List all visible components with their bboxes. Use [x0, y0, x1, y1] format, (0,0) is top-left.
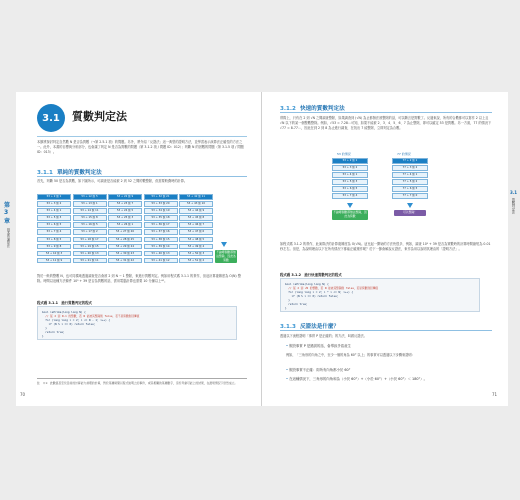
subsection-title: 單純的質數判定法	[56, 170, 102, 176]
grid-cell: 53 ÷ 27 餘 26	[108, 229, 142, 235]
section-number-badge	[37, 104, 65, 132]
down-arrow-icon	[407, 203, 413, 208]
bullet-item: • 假設事實不正確：即所有內角都小於 60°	[286, 368, 492, 373]
check-cell: 53 ÷ 2 餘 1	[332, 158, 368, 164]
grid-cell: 53 ÷ 31 餘 22	[108, 258, 142, 264]
subsection-heading-3	[280, 322, 339, 330]
grid-cell: 53 ÷ 44 餘 9	[179, 208, 213, 214]
grid-cell: 53 ÷ 23 餘 7	[108, 201, 142, 207]
check-cell: 77 ÷ 7 餘 0	[392, 193, 428, 199]
code-line: // 從 2 到 N-1 的整數，若 N 能被其整除則 false，若不是質數則回傳值	[42, 314, 140, 318]
page-number-left: 70	[20, 392, 26, 397]
code-line: }	[285, 306, 287, 310]
grid-cell: 53 ÷ 30 餘 23	[108, 251, 142, 257]
code-line: bool isPrime(long long N) {	[285, 282, 329, 286]
intro-paragraph: 本節將探討判定自然數 N 是否為質數（→第 2.5.1 項）的問題。另外，將介紹「反證法」這一典型的證明方法，並學習表示演算法正確性的方法之一。此外，本書的目標與分析部分，也會讓了判定 N 是否為質數的問題（第 3.1.2 項 / 問題 ID：012）；判斷 N 的因數的問題（第 3.1.5 項 / 問題 ID：013）。	[37, 140, 244, 155]
grid-cell: 53 ÷ 45 餘 8	[179, 215, 213, 221]
left-result-label: 不論哪個數都無法整除，因此為質數	[333, 210, 367, 218]
grid-cell: 53 ÷ 35 餘 18	[144, 215, 178, 221]
grid-cell: 53 ÷ 18 餘 17	[73, 237, 107, 243]
code-line: for (long long i = 2; i <= N - 1; i++) {	[42, 318, 110, 322]
code-line: for (long long i = 2; i * i <= N; i++) {	[285, 290, 353, 294]
grid-result-label: 不論哪個數都無法整除，因此為質數	[216, 250, 236, 262]
grid-cell: 53 ÷ 2 餘 1	[37, 194, 71, 200]
code-line: // 從 2 到 √N 的整數，若 N 能被其整除則 false，若是質數則回傳值	[285, 286, 379, 290]
grid-cell: 53 ÷ 41 餘 12	[144, 258, 178, 264]
right-col-label: 77 的情況	[397, 152, 411, 156]
code-caption-2: 程式碼 3.1.2 進行快速質數判定的程式	[280, 273, 342, 277]
section-underline	[37, 136, 247, 137]
subsection-underline	[37, 176, 247, 177]
grid-cell: 53 ÷ 8 餘 5	[37, 237, 71, 243]
grid-cell: 53 ÷ 12 餘 5	[73, 194, 107, 200]
grid-cell: 53 ÷ 38 餘 15	[144, 237, 178, 243]
check-cell: 77 ÷ 3 餘 2	[392, 165, 428, 171]
grid-cell: 53 ÷ 25 餘 3	[108, 215, 142, 221]
grid-cell: 53 ÷ 13 餘 1	[73, 201, 107, 207]
grid-cell: 53 ÷ 40 餘 13	[144, 251, 178, 257]
section-number: 3.1	[42, 112, 60, 124]
grid-cell: 53 ÷ 9 餘 8	[37, 244, 71, 250]
grid-cell: 53 ÷ 20 餘 13	[73, 251, 107, 257]
side-section-title: 質數判定法	[511, 198, 515, 214]
subsection-1-paragraph: 首先，判斷 50 是否為質數，如下圖所示，可調查是否能被 2 到 52 之間的數整除，但需要較費時的計算。	[37, 179, 188, 183]
subsection-3-paragraph: 透過以下流程證明「事實 P 是正確的」的方法，叫做反證法。	[280, 334, 367, 338]
right-page	[262, 92, 508, 406]
grid-cell: 53 ÷ 24 餘 5	[108, 208, 142, 214]
grid-cell: 53 ÷ 16 餘 5	[73, 222, 107, 228]
subsection-title: 快速的質數判定法	[299, 106, 345, 112]
check-cell: 77 ÷ 2 餘 1	[392, 158, 428, 164]
grid-cell: 53 ÷ 3 餘 2	[37, 201, 71, 207]
grid-cell: 53 ÷ 28 餘 25	[108, 237, 142, 243]
check-cell: 53 ÷ 5 餘 3	[332, 179, 368, 185]
grid-cell: 53 ÷ 51 餘 2	[179, 258, 213, 264]
subsection-heading-1	[37, 168, 102, 176]
side-chapter-title: 基本的演算法	[6, 228, 10, 248]
grid-cell: 53 ÷ 5 餘 3	[37, 215, 71, 221]
code-line: if (N % i == 0) return false;	[285, 294, 339, 298]
subsection-heading-2	[280, 104, 345, 112]
subsection-number: 3.1.2	[280, 106, 296, 112]
grid-cell: 53 ÷ 37 餘 16	[144, 229, 178, 235]
grid-cell: 53 ÷ 11 餘 9	[37, 258, 71, 264]
grid-cell: 53 ÷ 46 餘 7	[179, 222, 213, 228]
grid-cell: 53 ÷ 4 餘 1	[37, 208, 71, 214]
code-line: return true;	[285, 302, 308, 306]
subsection-underline	[280, 330, 492, 331]
grid-cell: 53 ÷ 34 餘 19	[144, 208, 178, 214]
check-cell: 77 ÷ 4 餘 1	[392, 172, 428, 178]
right-result-label: 可以整除！	[394, 210, 426, 216]
grid-cell: 53 ÷ 48 餘 5	[179, 237, 213, 243]
check-column-53	[332, 158, 368, 199]
code-line: }	[42, 326, 47, 330]
right-side-tab	[509, 190, 518, 214]
grid-cell: 53 ÷ 43 餘 10	[179, 201, 213, 207]
bullet-item: • 假設事實 P 是錯誤的話，會導致矛盾產生	[286, 344, 492, 349]
grid-cell: 53 ÷ 10 餘 3	[37, 251, 71, 257]
grid-cell: 53 ÷ 29 餘 24	[108, 244, 142, 250]
code-caption-1: 程式碼 3.1.1 進行質數判定的程式	[37, 301, 92, 305]
grid-cell: 53 ÷ 7 餘 4	[37, 229, 71, 235]
grid-cell: 53 ÷ 49 餘 4	[179, 244, 213, 250]
grid-cell: 53 ÷ 14 餘 11	[73, 208, 107, 214]
grid-cell: 53 ÷ 22 餘 9	[108, 194, 142, 200]
subsection-2-paragraph-2: 如程式碼 3.1.2 的實作，此演算法的計算複雜度為 O(√N)。這比起一開始的方法快很多，例如，調查 10⁹ + 39 是否為質數時的計算時間縮短為 0.01 秒左右。但是，為說明理由以下在所有情況下都能正確運作呢？於下一節會解說反證法，來作為用以說明其理由的「證明方法」。	[280, 242, 491, 252]
grid-cell: 53 ÷ 50 餘 3	[179, 251, 213, 257]
subsection-underline	[280, 112, 492, 113]
check-cell: 53 ÷ 6 餘 5	[332, 186, 368, 192]
grid-cell: 53 ÷ 15 餘 8	[73, 215, 107, 221]
code-line: }	[42, 334, 44, 338]
check-cell: 77 ÷ 5 餘 2	[392, 179, 428, 185]
subsection-title: 反證法是什麼？	[299, 324, 340, 330]
check-cell: 53 ÷ 7 餘 4	[332, 193, 368, 199]
code-line: return true;	[42, 330, 65, 334]
code-line: bool isPrime(long long N) {	[42, 310, 86, 314]
subsection-1-paragraph-2: 對於一般的整數 N，也可同樣地透過調查是否會被 2 到 N − 1 整除，來進行質數判定。例如用程式碼 3.1.1 的實作，但這計算複雜度為 O(N) 整除。時間以這種方法條件 10⁹ + 39 是否為質數的話，需用電腦計算也需要 10 分鐘以上*¹。	[37, 274, 241, 284]
subsection-number: 3.1.3	[280, 324, 296, 330]
page-number-right: 71	[492, 392, 498, 397]
footnote: 註 ＊1：此數值甚至於目前的計算能力處理的計算，對於某種時間以程式說明之的事件，或其相關的某種數字，這些考慮可能上的結果，在最壞情況下依然成立。	[37, 378, 247, 385]
check-cell: 53 ÷ 3 餘 2	[332, 165, 368, 171]
grid-cell: 53 ÷ 6 餘 5	[37, 222, 71, 228]
left-page	[16, 92, 262, 406]
code-block-1	[37, 306, 237, 340]
grid-cell: 53 ÷ 17 餘 2	[73, 229, 107, 235]
side-chapter-label: 第3章	[4, 202, 11, 225]
bullet-item: • 在這種情況下，三角形的內角和為（小於 60°）+（小於 60°）+（小於 60°）＜ 180°）。	[286, 377, 492, 382]
bullet-example: 例如，「三角形的內角之中，至少一個的角為 60° 以上」的事實可以透過以下步驟來證明：	[286, 353, 415, 357]
grid-cell: 53 ÷ 26 餘 1	[108, 222, 142, 228]
grid-cell: 53 ÷ 19 餘 15	[73, 244, 107, 250]
check-cell: 77 ÷ 6 餘 5	[392, 186, 428, 192]
check-column-77	[392, 158, 428, 199]
grid-cell: 53 ÷ 39 餘 14	[144, 244, 178, 250]
grid-cell: 53 ÷ 21 餘 11	[73, 258, 107, 264]
code-line: if (N % i == 0) return false;	[42, 322, 96, 326]
grid-cell: 53 ÷ 33 餘 20	[144, 201, 178, 207]
code-line: }	[285, 298, 290, 302]
section-title: 質數判定法	[72, 110, 127, 123]
subsection-2-paragraph: 實際上，只有在 2 到 √N 之間調查整除，如果調查到 ⌊√N⌋ 為止都無法被整除的話，可以斷言是質數了。反過來說，所有的合數都可以寫作 2 以上且 √N 以下的某一個整數整除。例如，√53 = 7.28⋯可知，如果不能被 2、3、4、5、6、7 為止整除，即可以確定 53 是質數。另一方面，77 的情況下 √77 = 8.77⋯，因此在到 2 到 8 為止進行調查，在找出 7 能整除，立即判定為合數。	[280, 116, 492, 131]
grid-cell: 53 ÷ 36 餘 17	[144, 222, 178, 228]
subsection-number: 3.1.1	[37, 170, 53, 176]
down-arrow-icon	[221, 242, 227, 247]
down-arrow-icon	[347, 203, 353, 208]
grid-cell: 53 ÷ 42 餘 11	[179, 194, 213, 200]
division-grid	[37, 194, 213, 263]
grid-cell: 53 ÷ 47 餘 6	[179, 229, 213, 235]
left-side-tab	[4, 200, 13, 247]
code-block-2	[280, 278, 480, 312]
grid-cell: 53 ÷ 32 餘 21	[144, 194, 178, 200]
left-col-label: 53 的情況	[337, 152, 351, 156]
check-cell: 53 ÷ 4 餘 1	[332, 172, 368, 178]
side-section-label: 3.1	[509, 190, 518, 195]
